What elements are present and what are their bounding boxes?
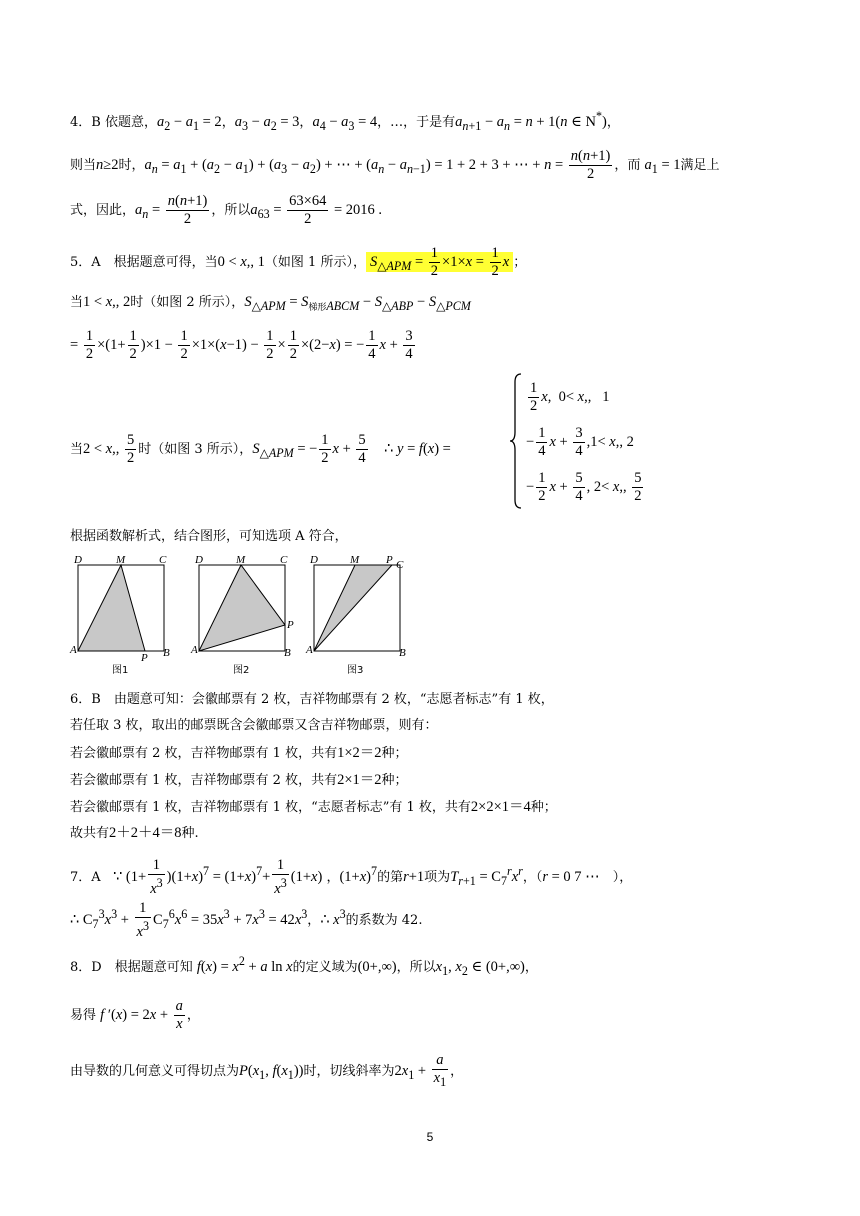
piecewise-case-3: − $\frac{1}{2}$ x + $\frac{5}{4}$ , 2< x,, $\frac{5}{2}$ bbox=[526, 470, 642, 504]
label-a: A bbox=[70, 644, 77, 656]
math: $x_1$, $x_2$ ∈ (0+,∞) bbox=[435, 958, 525, 978]
text: 故共有 bbox=[70, 826, 110, 841]
math: $a_1 = 1$ bbox=[644, 157, 681, 176]
text: 当 bbox=[70, 295, 84, 310]
piecewise-case-2: − $\frac{1}{4}$ x + $\frac{3}{4}$ ,1< x,, 2 bbox=[526, 425, 634, 459]
text: 由导数的几何意义可得切点为 bbox=[70, 1063, 240, 1079]
text: 的第 bbox=[377, 869, 404, 885]
math: 2×1＝2 bbox=[337, 772, 382, 788]
caption-2: 图2 bbox=[233, 665, 250, 676]
text: 种； bbox=[381, 773, 408, 788]
p7-line-2: ∴ $C_7^3x^3$ + $\frac{1}{x^3}$ $C_7^6x^6 = 35x^3 + 7x^3 = 42x^3$，∴ $x^3$的系数为 42. bbox=[70, 900, 423, 940]
p8-line-1: 8．D 根据题意可知 $f(x) = x^2 + a$ ln x的定义域为(0+,∞)，所以$x_1$, $x_2$ ∈ (0+,∞)， bbox=[70, 954, 538, 978]
math: $a_{63}$ = bbox=[250, 202, 286, 221]
p4-line-1: 4．B 依题意，$a_2 - a_1 = 2$，$a_3 - a_2 = 3$，$a_4 - a_3 = 4$，…，于是有$a_{n+1} - a_n = n + 1(n$ ∈ N*)， bbox=[70, 109, 620, 133]
text: 种. bbox=[181, 826, 199, 841]
highlighted-formula: $S_{\triangle APM}$ = $\frac{1}{2}$ ×1×x = $\frac{1}{2}$ x bbox=[366, 252, 513, 272]
figure-2 bbox=[190, 554, 294, 676]
text: 梯形 bbox=[308, 301, 327, 312]
label-m: M bbox=[116, 554, 126, 566]
figure-1 bbox=[69, 554, 170, 676]
page-number: 5 bbox=[426, 1130, 434, 1144]
text: 的定义域为 bbox=[292, 959, 358, 975]
fraction: $\frac{n(n+1)}{2}$ bbox=[167, 193, 208, 227]
text: 时，切线斜率为 bbox=[303, 1063, 395, 1079]
label-c: C bbox=[159, 554, 167, 566]
text: 若会徽邮票有 2 枚，吉祥物邮票有 1 枚，共有 bbox=[70, 746, 338, 761]
p4-line-3 bbox=[70, 193, 382, 228]
text: （如图 1 所示）， bbox=[264, 254, 366, 270]
label-m: M bbox=[350, 554, 360, 566]
p4-line-2: 则当n≥2时，$a_n = a_1 + (a_2 - a_1) + (a_3 - a_2)$ + ⋯ + $(a_n - a_{n-1}) = 1 + 2 + 3$ + ⋯ + n = $\frac{n(n+1)}{2}$ ，而 $a_1 = 1$满足上 bbox=[70, 148, 720, 182]
p4-mid: ，…，于是有 bbox=[377, 114, 456, 130]
label-b: B bbox=[284, 647, 291, 659]
label-b: B bbox=[163, 647, 170, 659]
math: $f(x) = x^2 + a$ ln x bbox=[196, 954, 293, 975]
caption-3: 图3 bbox=[347, 665, 364, 676]
text: 易得 bbox=[70, 1007, 97, 1023]
math: r = 0 7 ⋯ bbox=[542, 868, 600, 885]
text: 若会徽邮票有 1 枚，吉祥物邮票有 1 枚，“志愿者标志”有 1 枚，共有 bbox=[70, 800, 471, 815]
text: ，所以 bbox=[211, 203, 251, 218]
math: ∵ (1+ $\frac{1}{x^3}$ )$(1+x)^7 = (1+x)^7+$ $\frac{1}{x^3}$ (1+x) bbox=[113, 857, 323, 897]
math: = 2016 . bbox=[330, 202, 383, 218]
label-a: A bbox=[306, 644, 313, 656]
text: 6．B 由题意可知：会徽邮票有 2 枚，吉祥物邮票有 2 枚，“志愿者标志”有 1 枚， bbox=[70, 692, 554, 707]
text: 则当 bbox=[70, 158, 97, 173]
p5-line-3 bbox=[70, 328, 417, 363]
math: ∴ $C_7^3x^3$ + $\frac{1}{x^3}$ $C_7^6x^6 = 35x^3 + 7x^3 = 42x^3$ bbox=[70, 900, 308, 940]
math: $a_n$ = bbox=[135, 202, 164, 221]
label-m: M bbox=[236, 554, 246, 566]
label-p: P bbox=[287, 619, 294, 631]
math: $a_n = a_1 + (a_2 - a_1) + (a_3 - a_2)$ + ⋯ + $(a_n - a_{n-1}) = 1 + 2 + 3$ + ⋯ + n = bbox=[144, 157, 567, 176]
math: $a_2 - a_1 = 2$ bbox=[156, 113, 222, 133]
math: 1 < x,, 2 bbox=[83, 294, 131, 310]
text: 根据函数解析式，结合图形，可知选项 A 符合， bbox=[70, 529, 348, 544]
math: $S_{\triangle APM}$ = − $\frac{1}{2}$ x + $\frac{5}{4}$ ∴ y = f(x) = bbox=[252, 432, 451, 466]
triangle-apm bbox=[78, 565, 145, 651]
text: 种； bbox=[381, 746, 408, 761]
math: $a_{n+1} - a_n = n + 1(n$ ∈ N*) bbox=[455, 109, 607, 133]
math: ≥2 bbox=[103, 157, 119, 173]
caption-1: 图1 bbox=[112, 665, 129, 676]
math: $2x_1$ + $\frac{a}{x_1}$ bbox=[394, 1052, 447, 1089]
text: 式，因此， bbox=[70, 203, 136, 218]
text: 若会徽邮票有 1 枚，吉祥物邮票有 2 枚，共有 bbox=[70, 773, 338, 788]
p6-line-4 bbox=[70, 770, 408, 791]
geometry-figures bbox=[66, 552, 416, 678]
text: ，所以 bbox=[396, 959, 436, 975]
text: 的系数为 42. bbox=[345, 912, 423, 928]
label-p: P bbox=[386, 554, 393, 566]
text: 时（如图 3 所示）， bbox=[138, 441, 253, 457]
math: f ′(x) = 2x + $\frac{a}{x}$ bbox=[100, 998, 183, 1032]
math: (0+,∞) bbox=[357, 958, 397, 975]
text: 项为 bbox=[424, 869, 451, 885]
math: $(1+x)^7$ bbox=[339, 863, 378, 885]
fraction: $\frac{n(n+1)}{2}$ bbox=[570, 148, 611, 182]
math: $a_4 - a_3 = 4$ bbox=[312, 113, 378, 133]
math: 1×2＝2 bbox=[337, 745, 382, 761]
math: $T_{r+1} = C_7^rx^r$ bbox=[450, 863, 523, 888]
figure-3 bbox=[305, 554, 406, 676]
text: 8．D 根据题意可知 bbox=[70, 959, 193, 975]
label-b: B bbox=[399, 647, 406, 659]
p5-line-1: 5．A 根据题意可得，当0 < x,, 1（如图 1 所示）， $S_{\triangle APM}$ = $\frac{1}{2}$ ×1×x = $\frac{1}{2}$ x ； bbox=[70, 245, 527, 279]
text: 满足上 bbox=[680, 158, 720, 173]
p6-line-6 bbox=[70, 823, 199, 844]
text: 7．A bbox=[70, 869, 101, 885]
math: r+1 bbox=[403, 868, 425, 885]
math: $S_{\triangle APM} = S_{梯形ABCM} - S_{\triangle ABP} - S_{\triangle PCM}$ bbox=[244, 294, 471, 313]
p5-conclusion bbox=[70, 527, 348, 547]
fraction: $\frac{63\times 64}{2}$ bbox=[289, 193, 327, 227]
math: ∴ $x^3$ bbox=[320, 906, 346, 928]
p6-line-1 bbox=[70, 690, 554, 710]
p6-line-5 bbox=[70, 797, 557, 818]
math: n bbox=[96, 157, 104, 173]
text: 时（如图 2 所示）， bbox=[130, 295, 245, 310]
label-c: C bbox=[396, 559, 404, 571]
text: 时， bbox=[118, 158, 145, 173]
label-d: D bbox=[195, 554, 203, 566]
math: = $\frac{1}{2}$ ×(1+ $\frac{1}{2}$ )×1 − $\frac{1}{2}$ ×1×(x−1) − $\frac{1}{2}$ × $\frac{1}{2}$ ×(2−x) = − $\frac{1}{4}$ x + $\frac{3}{4}$ bbox=[70, 328, 413, 362]
math: 2＋2＋4＝8 bbox=[109, 825, 182, 841]
label-c: C bbox=[280, 554, 288, 566]
text: 若任取 3 枚，取出的邮票既含会徽邮票又含吉祥物邮票，则有： bbox=[70, 718, 438, 733]
math: 2×2×1＝4 bbox=[470, 799, 531, 815]
triangle-apm bbox=[199, 565, 285, 651]
p5-line-2 bbox=[70, 292, 471, 317]
p4-head: 4．B 依题意， bbox=[70, 114, 157, 130]
label-d: D bbox=[74, 554, 82, 566]
math: $a_3 - a_2 = 3$ bbox=[234, 113, 300, 133]
math: $P(x_1$, $f(x_1)$) bbox=[239, 1062, 304, 1082]
p6-line-3 bbox=[70, 743, 408, 764]
p5-line-4 bbox=[70, 432, 451, 467]
p6-line-2 bbox=[70, 716, 438, 736]
text: 当 bbox=[70, 441, 84, 457]
piecewise-brace bbox=[509, 372, 523, 510]
label-d: D bbox=[310, 554, 318, 566]
triangle-apm bbox=[314, 565, 392, 651]
label-a: A bbox=[191, 644, 198, 656]
text: 5．A 根据题意可得，当 bbox=[70, 254, 218, 270]
text: 种； bbox=[530, 800, 557, 815]
label-p: P bbox=[141, 652, 148, 664]
p8-line-3: 由导数的几何意义可得切点为$P(x_1$, $f(x_1)$)时，切线斜率为$2x_1$ + $\frac{a}{x_1}$ ， bbox=[70, 1052, 464, 1089]
p7-line-1: 7．A ∵ (1+ $\frac{1}{x^3}$ )$(1+x)^7 = (1+x)^7+$ $\frac{1}{x^3}$ (1+x) ，$(1+x)^7$的第r+1项为$T_{r+1} = C_7^rx^r$，（r = 0 7 ⋯ ）， bbox=[70, 857, 633, 897]
math: 0 < x,, 1 bbox=[217, 253, 265, 270]
piecewise-case-1: $\frac{1}{2}$ x, 0< x,, 1 bbox=[530, 380, 610, 414]
math: 2 < x,, $\frac{5}{2}$ bbox=[83, 432, 135, 466]
p8-line-2: 易得 f ′(x) = 2x + $\frac{a}{x}$ ， bbox=[70, 998, 200, 1032]
